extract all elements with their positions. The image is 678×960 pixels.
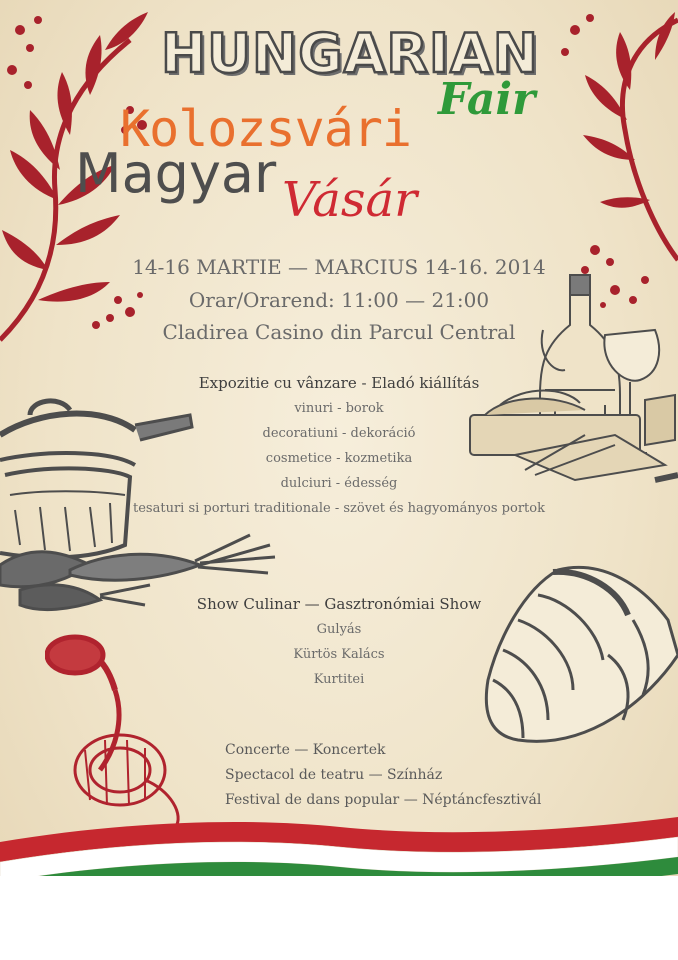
title-hungarian: HUNGARIAN — [160, 22, 539, 85]
title-magyar: Magyar — [75, 142, 277, 205]
event-hours: Orar/Orarend: 11:00 — 21:00 — [188, 288, 490, 312]
culinary-item: Kürtös Kalács — [293, 647, 385, 662]
exhibition-item: cosmetice - kozmetika — [265, 451, 413, 466]
event-date: 14-16 MARTIE — MARCIUS 14-16. 2014 — [132, 255, 546, 279]
culinary-item: Gulyás — [316, 622, 362, 637]
exhibition-item: decoratiuni - dekoráció — [262, 426, 416, 441]
title-kolozsvari: Kolozsvári — [120, 100, 412, 158]
exhibition-item: vinuri - borok — [294, 401, 384, 416]
exhibition-item: tesaturi si porturi traditionale - szövet és hagyományos portok — [133, 501, 545, 516]
footer-blank — [0, 876, 678, 960]
exhibition-item: dulciuri - édesség — [280, 476, 398, 491]
event-item: Festival de dans popular — Néptáncfesztivál — [225, 792, 542, 808]
exhibition-title: Expozitie cu vânzare - Eladó kiállítás — [198, 374, 480, 392]
culinary-title: Show Culinar — Gasztronómiai Show — [196, 595, 482, 613]
event-item: Concerte — Koncertek — [225, 742, 386, 758]
events-list — [225, 738, 585, 813]
title-fair: Fair — [438, 74, 536, 125]
event-item: Spectacol de teatru — Színház — [225, 767, 443, 783]
title-vasar: Vásár — [282, 172, 418, 228]
culinary-item: Kurtitei — [313, 672, 365, 687]
event-venue: Cladirea Casino din Parcul Central — [162, 320, 516, 344]
